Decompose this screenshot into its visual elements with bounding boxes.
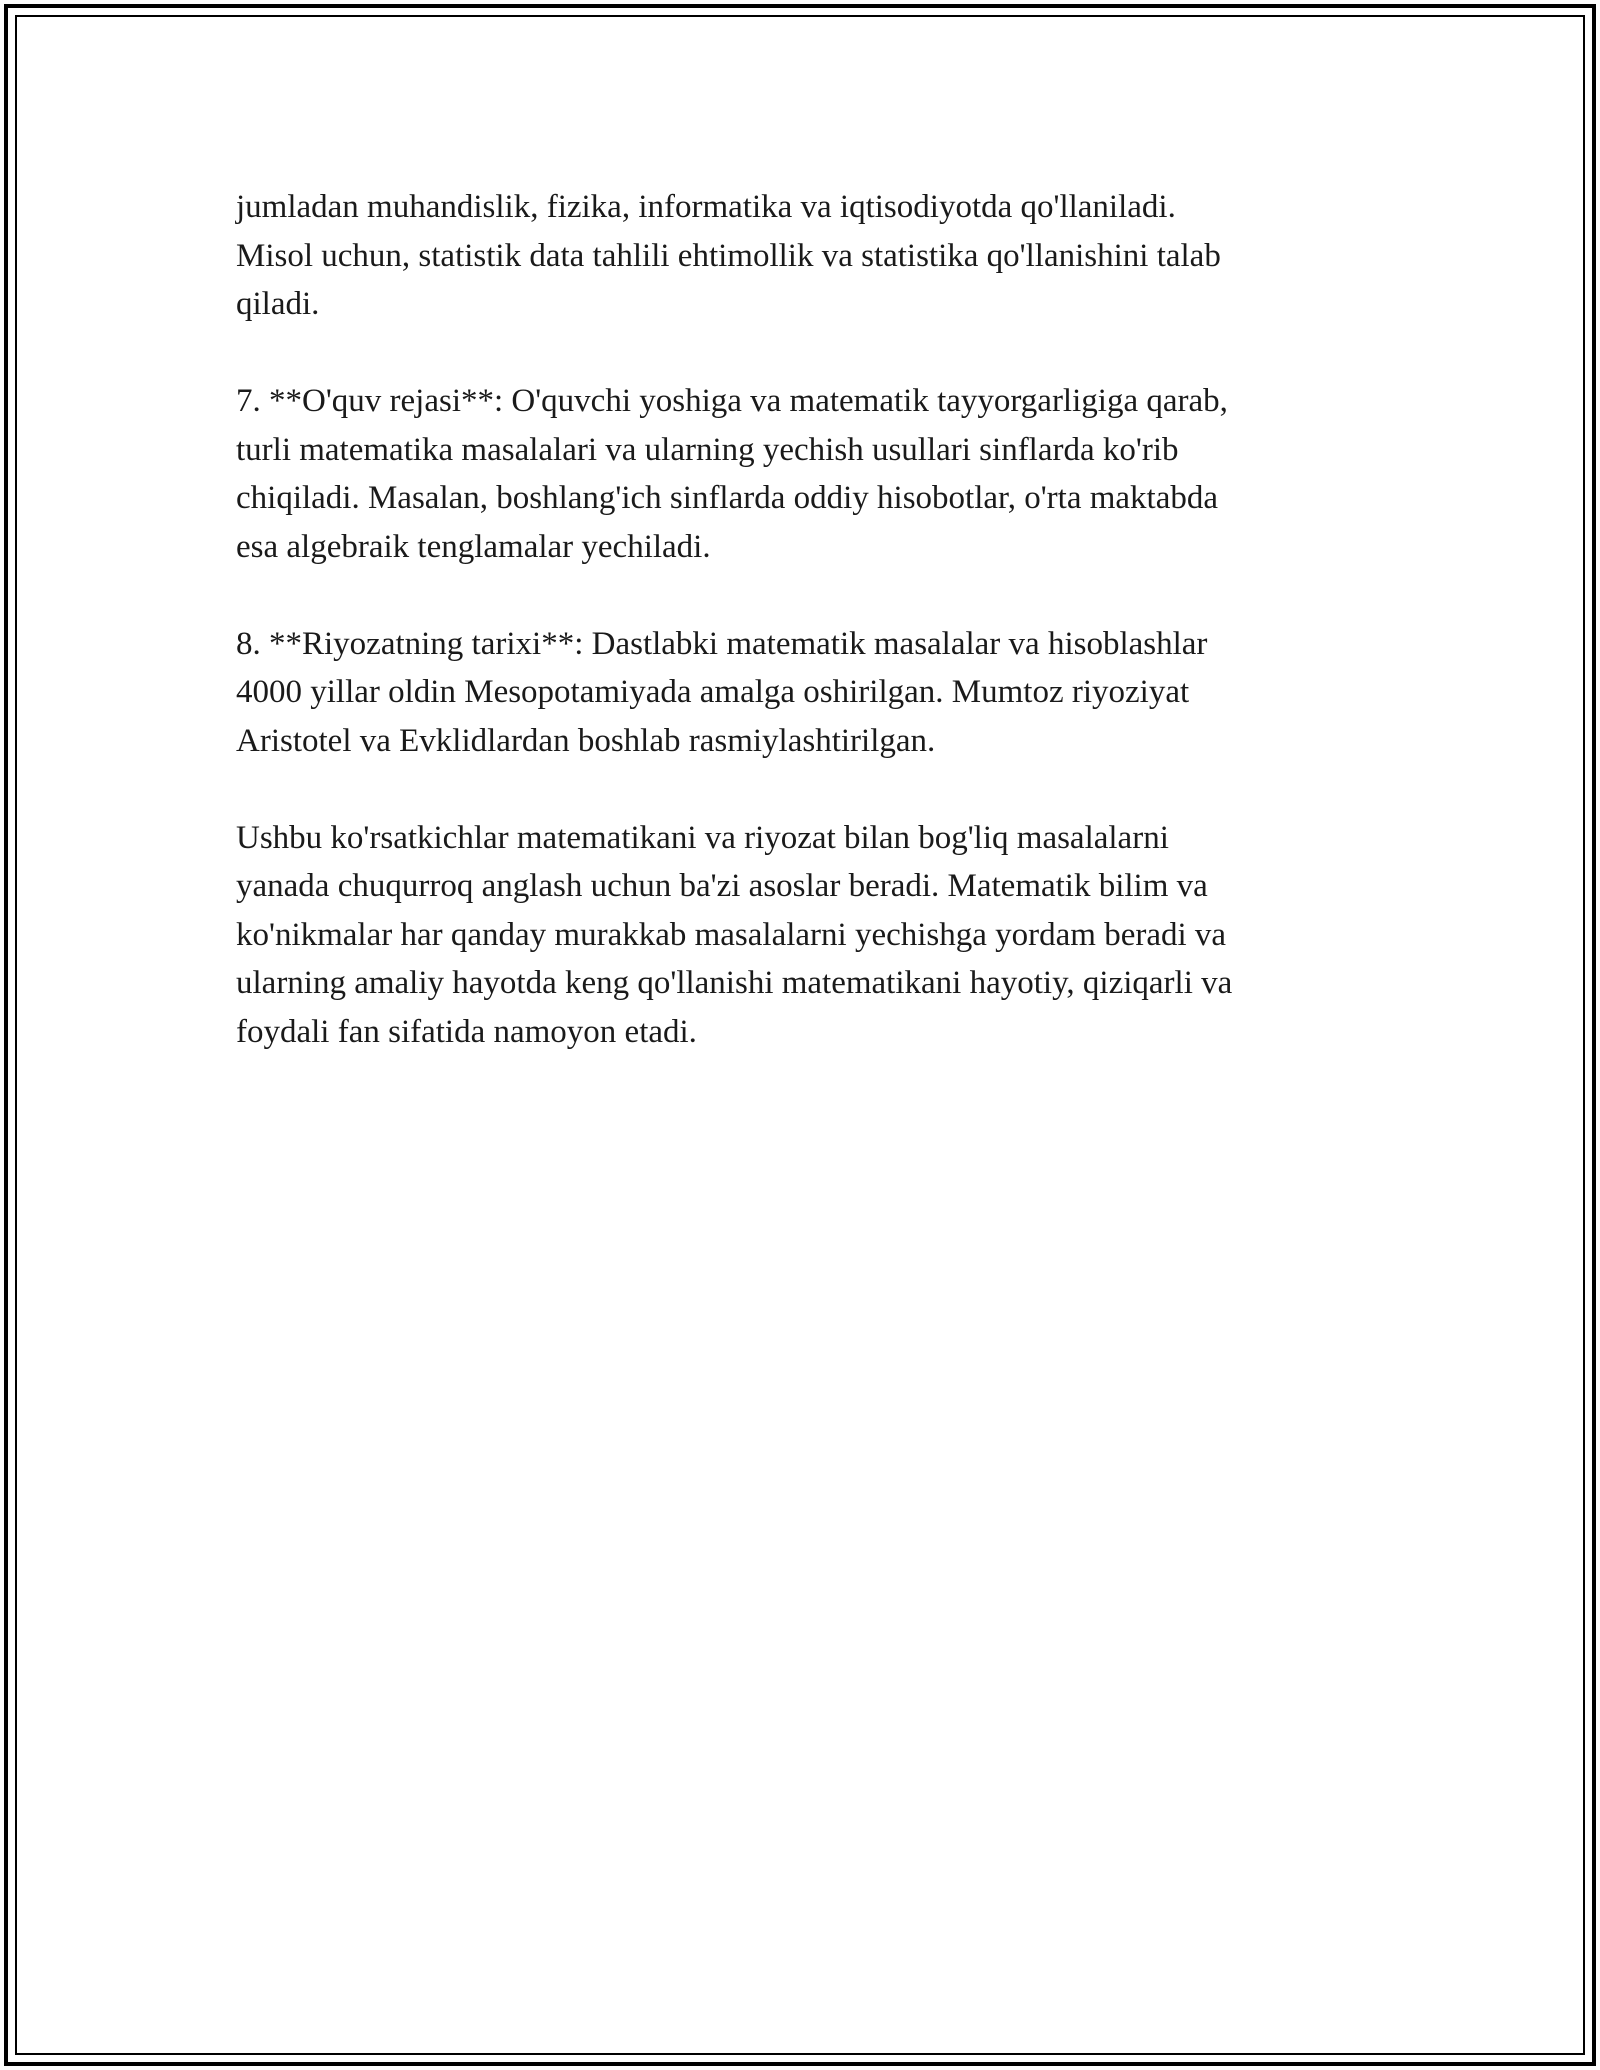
paragraph-intro-continuation: jumladan muhandislik, fizika, informatika va iqtisodiyotda qo'llaniladi. Misol uchun, statistik data tahlili ehtimollik va statistika qo'llanishini talab qiladi.	[236, 189, 1221, 322]
document-body	[236, 183, 1376, 1105]
paragraph-conclusion: Ushbu ko'rsatkichlar matematikani va riyozat bilan bog'liq masalalarni yanada chuqurroq anglash uchun ba'zi asoslar beradi. Matematik bilim va ko'nikmalar har qanday murakkab masalalarni yechishga yordam beradi va ularning amaliy hayotda keng qo'llanishi matematikani hayotiy, qiziqarli va foydali fan sifatida namoyon etadi.	[236, 819, 1233, 1050]
paragraph-item-7-curriculum: 7. **O'quv rejasi**: O'quvchi yoshiga va matematik tayyorgarligiga qarab, turli matematika masalalari va ularning yechish usullari sinflarda ko'rib chiqiladi. Masalan, boshlang'ich sinflarda oddiy hisobotlar, o'rta maktabda esa algebraik tenglamalar yechiladi.	[236, 383, 1228, 565]
paragraph-item-8-history: 8. **Riyozatning tarixi**: Dastlabki matematik masalalar va hisoblashlar 4000 yillar oldin Mesopotamiyada amalga oshirilgan. Mumtoz riyoziyat Aristotel va Evklidlardan boshlab rasmiylashtirilgan.	[236, 625, 1208, 759]
